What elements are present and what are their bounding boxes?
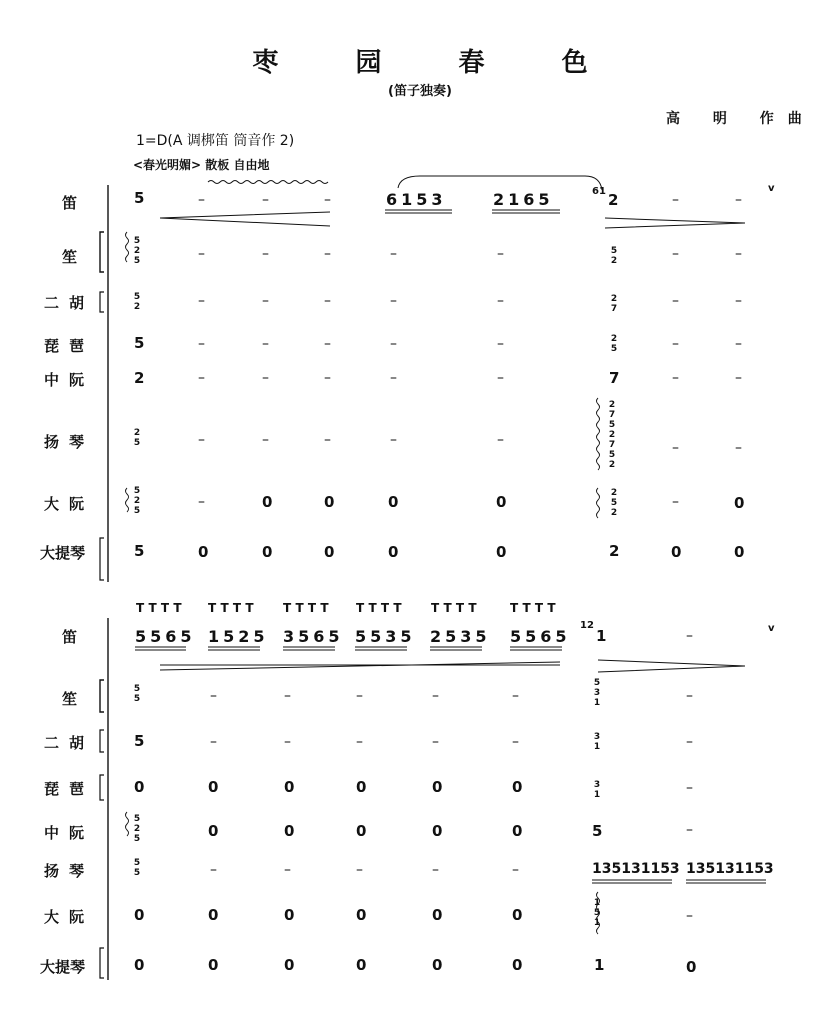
yangqin-run-2: 135131153 [686, 861, 774, 877]
rest: 0 [356, 822, 367, 840]
dash: – [686, 908, 693, 924]
dizi-group-2: 2165 [493, 190, 554, 209]
sheng-first-chord: 5 5 [133, 684, 141, 704]
dizi-group: 2535 [430, 627, 491, 646]
inst-yangqin-1: 扬琴 [44, 433, 95, 451]
tonguing-mark: TTTT [208, 601, 258, 615]
dash: – [284, 688, 291, 704]
dash: – [672, 192, 679, 208]
dizi-grace: 12 [580, 620, 594, 631]
rest: 0 [356, 956, 367, 974]
inst-erhu-2: 二胡 [44, 734, 95, 752]
dizi-group-1: 6153 [386, 190, 447, 209]
inst-cello-2: 大提琴 [40, 958, 86, 976]
subtitle: (笛子独奏) [388, 84, 452, 99]
dash: – [324, 336, 331, 352]
dash: – [672, 370, 679, 386]
dash: – [262, 336, 269, 352]
dizi-group: 5565 [510, 627, 571, 646]
key-signature: 1=D(A 调梆笛 筒音作 2) [136, 133, 295, 149]
dash: – [324, 192, 331, 208]
dash: – [686, 628, 693, 644]
sheng-chord: 5 3 1 [593, 678, 601, 708]
dash: – [686, 822, 693, 838]
rest: 0 [496, 543, 507, 561]
dash: – [198, 293, 205, 309]
dash: – [497, 370, 504, 386]
dizi-group: 3565 [283, 627, 344, 646]
tonguing-mark: TTTT [283, 601, 333, 615]
dash: – [735, 336, 742, 352]
dash: – [198, 494, 205, 510]
dash: – [497, 432, 504, 448]
dash: – [262, 192, 269, 208]
tonguing-mark: TTTT [431, 601, 481, 615]
dash: – [262, 246, 269, 262]
dash: – [324, 246, 331, 262]
dash: – [390, 432, 397, 448]
dash: – [390, 246, 397, 262]
dizi-last-note: 1 [596, 627, 607, 645]
rest: 0 [284, 956, 295, 974]
dash: – [672, 440, 679, 456]
daruan-chord: 2 5 2 [610, 488, 618, 518]
dash: – [735, 440, 742, 456]
breath-mark: v [768, 623, 775, 634]
yangqin-first-chord: 5 5 [133, 858, 141, 878]
dizi-group: 1525 [208, 627, 269, 646]
daruan-first-chord: 5 2 5 [133, 486, 141, 516]
dash: – [356, 688, 363, 704]
inst-yangqin-2: 扬琴 [44, 862, 95, 880]
yangqin-first-chord: 2 5 [133, 428, 141, 448]
erhu-first-note: 5 [134, 732, 145, 750]
rest: 0 [324, 543, 335, 561]
daruan-chord: 1 5 1 [593, 898, 601, 928]
zhongruan-first-chord: 5 2 5 [133, 814, 141, 844]
tonguing-mark: TTTT [136, 601, 186, 615]
cello-chord: 2 [609, 542, 620, 560]
pipa-chord: 3 1 [593, 780, 601, 800]
dizi-grace: 61 [592, 186, 606, 197]
inst-sheng-1: 笙 [62, 248, 88, 266]
dash: – [390, 293, 397, 309]
rest: 0 [284, 822, 295, 840]
dash: – [686, 780, 693, 796]
rest: 0 [134, 956, 145, 974]
tonguing-mark: TTTT [510, 601, 560, 615]
inst-dizi-1: 笛 [62, 194, 88, 212]
dash: – [672, 336, 679, 352]
dash: – [284, 734, 291, 750]
rest: 0 [432, 778, 443, 796]
rest: 0 [432, 956, 443, 974]
dash: – [497, 336, 504, 352]
dash: – [686, 688, 693, 704]
dash: – [262, 293, 269, 309]
rest: 0 [671, 543, 682, 561]
inst-zhongruan-2: 中阮 [44, 824, 95, 842]
rest: 0 [734, 494, 745, 512]
rest: 0 [324, 493, 335, 511]
dash: – [497, 246, 504, 262]
dizi-last-note: 2 [608, 191, 619, 209]
inst-zhongruan-1: 中阮 [44, 371, 95, 389]
dash: – [210, 734, 217, 750]
rest: 0 [262, 493, 273, 511]
inst-cello-1: 大提琴 [40, 544, 86, 562]
rest: 0 [496, 493, 507, 511]
cello-last-note: 1 [594, 956, 605, 974]
yangqin-chord: 2 7 5 2 7 5 2 [608, 400, 616, 470]
rest: 0 [134, 778, 145, 796]
rest: 0 [512, 778, 523, 796]
composer-credit: 高 明 作曲 [666, 111, 816, 127]
dash: – [390, 370, 397, 386]
rest: 0 [134, 906, 145, 924]
zhongruan-first-note: 2 [134, 369, 145, 387]
dizi-first-note: 5 [134, 189, 145, 207]
inst-erhu-1: 二胡 [44, 294, 95, 312]
dash: – [735, 370, 742, 386]
rest: 0 [512, 822, 523, 840]
pipa-first-note: 5 [134, 334, 145, 352]
inst-daruan-1: 大阮 [44, 495, 95, 513]
dizi-group: 5565 [135, 627, 196, 646]
rest: 0 [208, 778, 219, 796]
dash: – [686, 734, 693, 750]
dash: – [198, 432, 205, 448]
erhu-chord: 3 1 [593, 732, 601, 752]
rest: 0 [432, 822, 443, 840]
dash: – [735, 246, 742, 262]
inst-sheng-2: 笙 [62, 690, 88, 708]
dash: – [512, 862, 519, 878]
rest: 0 [512, 956, 523, 974]
rest: 0 [208, 906, 219, 924]
dash: – [497, 293, 504, 309]
dash: – [735, 293, 742, 309]
dash: – [356, 734, 363, 750]
dash: – [672, 293, 679, 309]
rest: 0 [198, 543, 209, 561]
rest: 0 [388, 543, 399, 561]
dash: – [210, 688, 217, 704]
cello-first-note: 5 [134, 542, 145, 560]
dash: – [198, 192, 205, 208]
inst-dizi-2: 笛 [62, 628, 88, 646]
sheng-first-chord: 5 2 5 [133, 236, 141, 266]
yangqin-run-1: 135131153 [592, 861, 680, 877]
rest: 0 [356, 778, 367, 796]
dizi-group: 5535 [355, 627, 416, 646]
inst-pipa-1: 琵琶 [44, 337, 95, 355]
dash: – [198, 336, 205, 352]
zhongruan-chord: 7 [609, 369, 620, 387]
dash: – [512, 734, 519, 750]
dash: – [198, 246, 205, 262]
sheng-chord: 5 2 [610, 246, 618, 266]
rest: 0 [686, 958, 697, 976]
rest: 0 [356, 906, 367, 924]
dash: – [262, 432, 269, 448]
dash: – [432, 862, 439, 878]
rest: 0 [208, 956, 219, 974]
dash: – [390, 336, 397, 352]
tempo-marking: <春光明媚> 散板 自由地 [133, 158, 270, 172]
dash: – [198, 370, 205, 386]
erhu-chord: 2 7 [610, 294, 618, 314]
zhongruan-last-note: 5 [592, 822, 603, 840]
rest: 0 [512, 906, 523, 924]
dash: – [284, 862, 291, 878]
dash: – [672, 246, 679, 262]
page-title: 枣 园 春 色 [252, 48, 622, 78]
rest: 0 [284, 778, 295, 796]
dash: – [262, 370, 269, 386]
inst-pipa-2: 琵琶 [44, 780, 95, 798]
dash: – [210, 862, 217, 878]
dash: – [672, 494, 679, 510]
rest: 0 [284, 906, 295, 924]
dash: – [324, 370, 331, 386]
tonguing-mark: TTTT [356, 601, 406, 615]
rest: 0 [208, 822, 219, 840]
dash: – [432, 688, 439, 704]
dash: – [356, 862, 363, 878]
dash: – [735, 192, 742, 208]
rest: 0 [432, 906, 443, 924]
pipa-chord: 2 5 [610, 334, 618, 354]
rest: 0 [734, 543, 745, 561]
breath-mark: v [768, 183, 775, 194]
dash: – [432, 734, 439, 750]
inst-daruan-2: 大阮 [44, 908, 95, 926]
erhu-first-chord: 5 2 [133, 292, 141, 312]
rest: 0 [262, 543, 273, 561]
dash: – [324, 293, 331, 309]
dash: – [512, 688, 519, 704]
rest: 0 [388, 493, 399, 511]
dash: – [324, 432, 331, 448]
